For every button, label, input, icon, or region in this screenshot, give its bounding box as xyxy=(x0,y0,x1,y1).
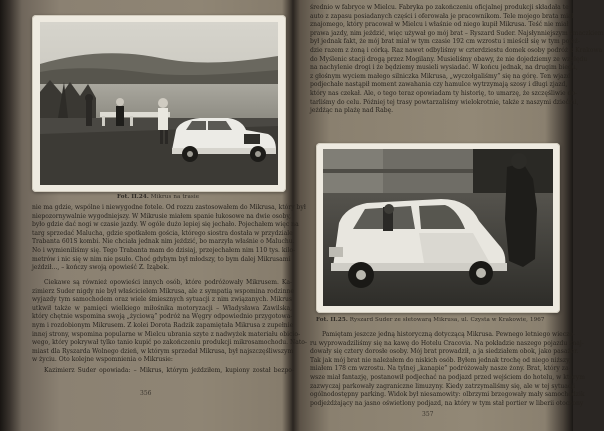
left-photo-caption xyxy=(117,194,199,200)
body-line: Tak jak mój brat nie należałem do niskich osób. Byłem jednak trochę od niego niższy, xyxy=(310,356,571,364)
body-line: do Myślenic stacji drogą przez Mogilany. Musieliśmy obawy, że nie dojedziemy ze względu xyxy=(310,55,588,63)
body-line: wego, który pokrywał tylko tanio kupić po zakończeniu produkcji mikrosamochodu. Nato- xyxy=(32,339,307,347)
quote-line: targ sprzedać Malucha, gdzie spotkałem gościa, którego siostra dostała w przydziale xyxy=(32,229,293,237)
body-line: który chętnie wspomina swoją „życiową” podróż na Węgry odpowiednio przygotowa- xyxy=(32,313,293,321)
quote-line: jeździł..., – kończy swoją opowieść Z. Iząbek. xyxy=(32,264,169,272)
left-caption-number: Fot. II.24. xyxy=(117,194,149,200)
car-with-man-photo xyxy=(323,149,553,306)
body-line: miałem 178 cm wzrostu. Na tylnej „kanapie” podróżowały nasze żony. Brat, który za- xyxy=(310,365,571,373)
body-line: innej strony, wspomina popularne w Mielcu ubrania szyte z nadwyżek materiału obicio- xyxy=(32,330,301,338)
right-photo-frame xyxy=(316,143,560,313)
right-page-number: 357 xyxy=(422,411,434,418)
body-line: miast dla Ryszarda Wolnego dzień, w którym sprzedał Mikrusa, był najszczęśliwszym xyxy=(32,347,294,355)
car-by-lake-photo xyxy=(40,22,278,185)
left-paragraph-2 xyxy=(32,367,294,376)
car-with-man-image xyxy=(323,149,553,306)
quote-line: Trabanta 601S kombi. Nie chciała jednak nim jeździć, bo marzyła właśnie o Maluchu. xyxy=(32,238,295,246)
body-line: średnio w fabryce w Mielcu. Fabryka po zakończeniu oficjalnej produkcji składała te xyxy=(310,4,569,11)
right-photo-caption xyxy=(316,317,545,323)
body-line: jeżdżąc na plażę nad Rabę. xyxy=(310,107,394,115)
left-page xyxy=(14,0,307,431)
left-photo-frame xyxy=(32,15,286,192)
right-bottom-block xyxy=(310,331,585,408)
body-line: tarliśmy do celu. Później tej trasy powtarzaliśmy wielokrotnie, także z naszymi dziećmi, xyxy=(310,98,579,106)
right-caption-number: Fot. II.25. xyxy=(316,317,348,323)
body-line: który nas czekał. Ale, o tego teraz opowiadam ty historię, to umarzę, że szczęśliwie do- xyxy=(310,89,578,97)
car-by-lake-image xyxy=(40,22,278,185)
body-line: znajomego, który pracował w Mielcu i właśnie od niego kupił Mikrusa. Teść nie miał xyxy=(310,21,569,29)
body-line: w życiu. Oto kolejne wspomnienia o Mikrusie: xyxy=(32,356,173,364)
body-line: zimierz Suder nigdy nie był właścicielem Mikrusa, ale z sympatią wspomina rodzinne xyxy=(32,287,294,295)
body-line: podjeżdżający na jasno oświetlony podjazd, na który w tym stał portier w liberii otoczony xyxy=(310,399,584,407)
quote-line: niepozornywalnie wygodniejszy. W Mikrusie miałem spanie łukosowe na dwie osoby, xyxy=(32,212,291,220)
right-top-block xyxy=(310,4,604,116)
body-line: wsze miał fantazję, postanowił podjechać na podjazd przed wejściem do hotelu, w którym xyxy=(310,373,585,381)
body-line: wyjazdy tym samochodem oraz wiele śmiesznych sytuacji z nim związanych. Mikrus xyxy=(32,296,292,304)
body-line: nym i rozdobionym Mikrusem. Z kolei Dorota Radzik zapamiętała Mikrusa z zupełnie xyxy=(32,321,294,329)
body-line: Kazimierz Suder opowiada: – Mikrus, którym jeździłem, kupiony został bezpo- xyxy=(44,367,294,374)
left-page-number: 356 xyxy=(140,390,152,397)
left-quote-block xyxy=(32,204,306,273)
body-line: Ciekawe są również opowieści innych osób, które podróżowały Mikrusem. Ka- xyxy=(44,279,292,286)
body-line: auto z zapasu posiadanych części i oferowała je pracownikom. Tele mojego brata miał xyxy=(310,12,574,20)
body-line: był jednak fakt, że mój brat miał w tym czasie 192 cm wzrostu i mieścił się w tym pojeź- xyxy=(310,38,580,46)
quote-line: No i wymieniliśmy się. Tego Trabanta mam do dzisiaj, przejechałem nim 110 tys. kilo- xyxy=(32,246,296,254)
body-line: z głośnym wyciem małego silniczka Mikrusa, „wyczołgaliśmy” się na górę. Ten wjazd xyxy=(310,72,571,80)
body-line: zazwyczaj parkowały zagraniczne limuzyny. Kiedy zatrzymaliśmy się, ale w tej sytuacji xyxy=(310,382,576,390)
left-paragraph-1 xyxy=(32,279,307,365)
body-line: prawa jazdy, nim jeździć, więc używał go mój brat – Ryszard Suder. Najsłynniejszym smaczkiem xyxy=(310,29,604,37)
left-caption-text: Mikrus na trasie xyxy=(150,194,200,200)
body-line: na nachylenie drogi i że będziemy musieli wysiadać. W końcu jednak, na drugim biegu, xyxy=(310,64,578,72)
body-line: podjechałe nastąpił moment zawahania czy hamulce wytrzymają szosy i długi zjazd, xyxy=(310,81,568,89)
body-line: dzie razem z żoną i córką. Raz nawet odbyliśmy w czterdziestu domek osoby podróż z Krakowa xyxy=(310,46,603,54)
body-line: ogólnodostępny parking. Widok był niesamowity: olbrzymi brzegowały mały samochodzik xyxy=(310,391,585,399)
quote-line: metrów i nic się w nim nie psuło. Choć gdybym był młodszy, to bym dalej Mikrusami xyxy=(32,255,291,263)
body-line: Pamiętam jeszcze jedną historyczną dotyczącą Mikrusa. Pewnego letniego wieczo- xyxy=(322,331,575,338)
body-line: utkwił także w pamięci wielkiego miłośnika motoryzacji – Władysława Zawilska, xyxy=(32,304,292,312)
body-line: ru wyprowadziliśmy się na kawę do Hotelu Cracovia. Na pokładzie naszego pojazdu znaj- xyxy=(310,339,584,347)
right-caption-text: Ryszard Suder ze słetowarą Mikrusa, ul. Czysta w Krakowie, 1967 xyxy=(349,317,545,323)
quote-line: było gdzie dać nogi w czasie jazdy. W ogóle dużo lepiej się jechało. Pojechałem więc na xyxy=(32,221,299,229)
right-page xyxy=(296,0,604,431)
quote-line: nie ma gdzie, wspólne i niewygodne fotele. Od rozzu zastosowałem do Mikrusa, który był xyxy=(32,204,306,211)
body-line: dowały się cztery dorosłe osoby. Mój brat prowadził, a ja siedziałem obok, jako pasażer. xyxy=(310,348,579,356)
